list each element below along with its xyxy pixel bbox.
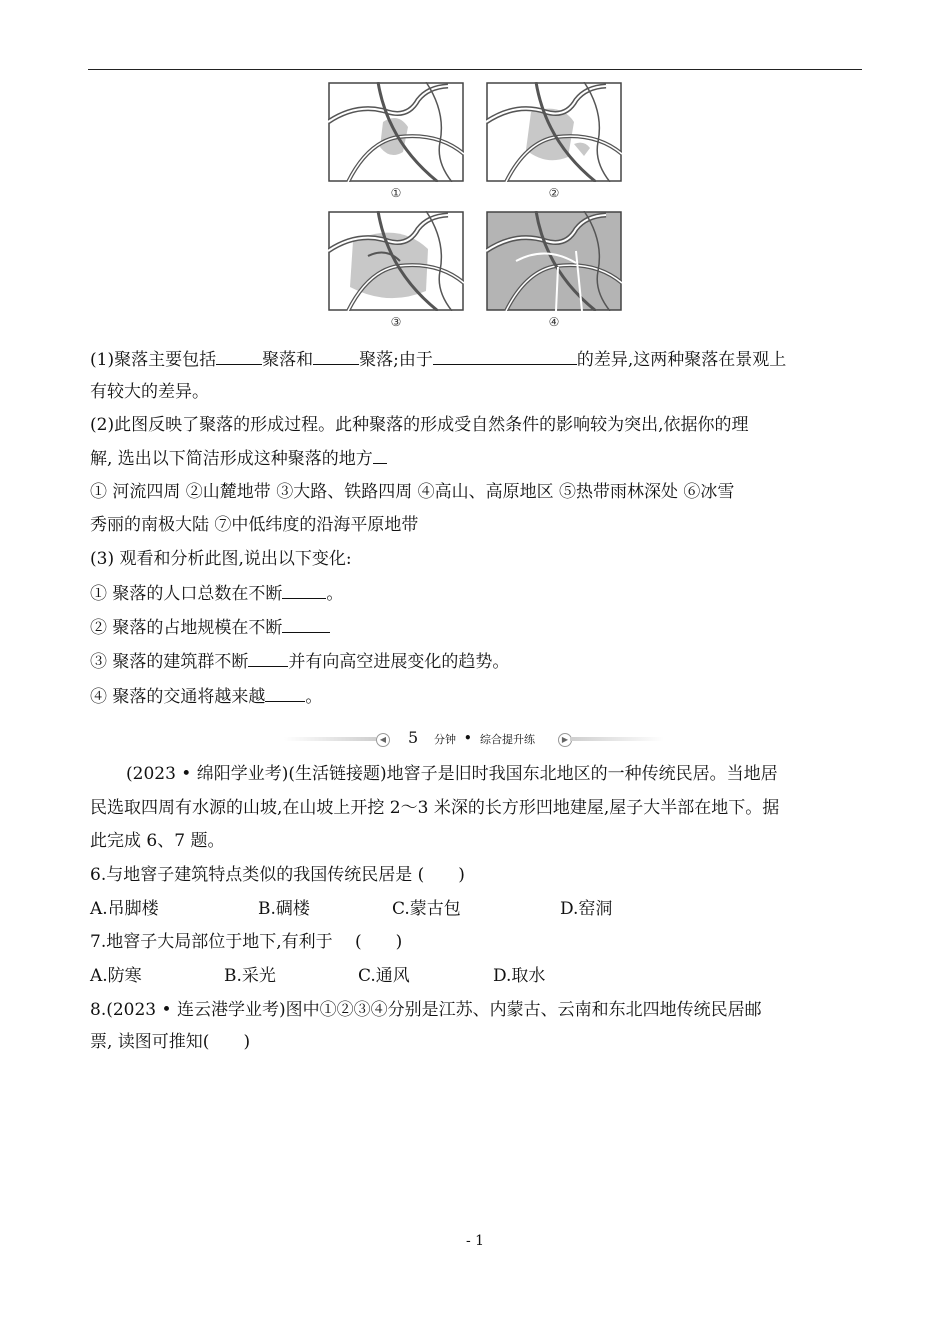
section-unit: 分钟	[434, 733, 456, 746]
passage-line3: 此完成 6、7 题。	[90, 831, 225, 851]
section-dot: •	[464, 731, 472, 745]
settlement-evolution-figure	[316, 70, 634, 334]
q1-line2: 有较大的差异。	[90, 382, 209, 402]
q7-option-d: D.取水	[493, 966, 546, 986]
q7-option-c: C.通风	[358, 966, 410, 986]
q1-line1: (1)聚落主要包括 聚落和 聚落;由于 的差异,这两种聚落在景观上	[90, 347, 786, 372]
q8-line2: 票, 读图可推知( )	[90, 1032, 251, 1052]
q6-options	[0, 897, 950, 921]
map-label-3: ③	[390, 315, 402, 329]
q6-option-a: A.吊脚楼	[90, 899, 159, 919]
q2-options-line2: 秀丽的南极大陆 ⑦中低纬度的沿海平原地带	[90, 515, 419, 535]
q3-item-2: ② 聚落的占地规模在不断	[90, 615, 330, 640]
q3-item-3: ③ 聚落的建筑群不断 并有向高空进展变化的趋势。	[90, 649, 509, 674]
answer-blank	[313, 347, 359, 365]
section-minutes: 5	[408, 728, 419, 747]
answer-blank	[373, 446, 387, 464]
answer-blank	[216, 347, 262, 365]
passage-line1: (2023 • 绵阳学业考)(生活链接题)地窨子是旧时我国东北地区的一种传统民居。当地居	[126, 764, 778, 784]
arrow-right-icon: ▶	[558, 733, 572, 747]
map-label-2: ②	[548, 186, 560, 200]
q6-option-d: D.窑洞	[560, 899, 613, 919]
answer-blank	[433, 347, 577, 365]
q7-stem: 7.地窨子大局部位于地下,有利于 ( )	[90, 932, 403, 952]
q7-option-b: B.采光	[224, 966, 276, 986]
section-bar-left	[284, 737, 376, 741]
page-number: - 1	[465, 1233, 485, 1249]
section-header	[284, 728, 664, 750]
q3-intro: (3) 观看和分析此图,说出以下变化:	[90, 549, 352, 569]
q6-option-b: B.碉楼	[258, 899, 310, 919]
answer-blank	[248, 649, 288, 667]
section-title: 综合提升练	[480, 733, 535, 746]
q2-options-line1: ① 河流四周 ②山麓地带 ③大路、铁路四周 ④高山、高原地区 ⑤热带雨林深处 ⑥冰雪	[90, 482, 735, 502]
map-stage-1	[328, 82, 464, 182]
passage-line2: 民选取四周有水源的山坡,在山坡上开挖 2～3 米深的长方形凹地建屋,屋子大半部在地下。据	[90, 798, 780, 818]
q6-stem: 6.与地窨子建筑特点类似的我国传统民居是 ( )	[90, 865, 465, 885]
map-label-4: ④	[548, 315, 560, 329]
q7-options	[0, 964, 950, 988]
map-stage-3	[328, 211, 464, 311]
answer-blank	[265, 684, 305, 702]
q2-line2: 解, 选出以下简洁形成这种聚落的地方	[90, 446, 387, 471]
arrow-left-icon: ◀	[376, 733, 390, 747]
map-stage-4	[486, 211, 622, 311]
q7-option-a: A.防寒	[90, 966, 142, 986]
q6-option-c: C.蒙古包	[392, 899, 461, 919]
answer-blank	[282, 615, 330, 633]
q3-item-1: ① 聚落的人口总数在不断 。	[90, 581, 343, 606]
q8-line1: 8.(2023 • 连云港学业考)图中①②③④分别是江苏、内蒙古、云南和东北四地传统民居邮	[90, 1000, 762, 1020]
answer-blank	[282, 581, 326, 599]
q3-item-4: ④ 聚落的交通将越来越 。	[90, 684, 322, 709]
map-stage-2	[486, 82, 622, 182]
section-bar-right	[570, 737, 664, 741]
map-label-1: ①	[390, 186, 402, 200]
q2-line1: (2)此图反映了聚落的形成过程。此种聚落的形成受自然条件的影响较为突出,依据你的理	[90, 415, 749, 435]
